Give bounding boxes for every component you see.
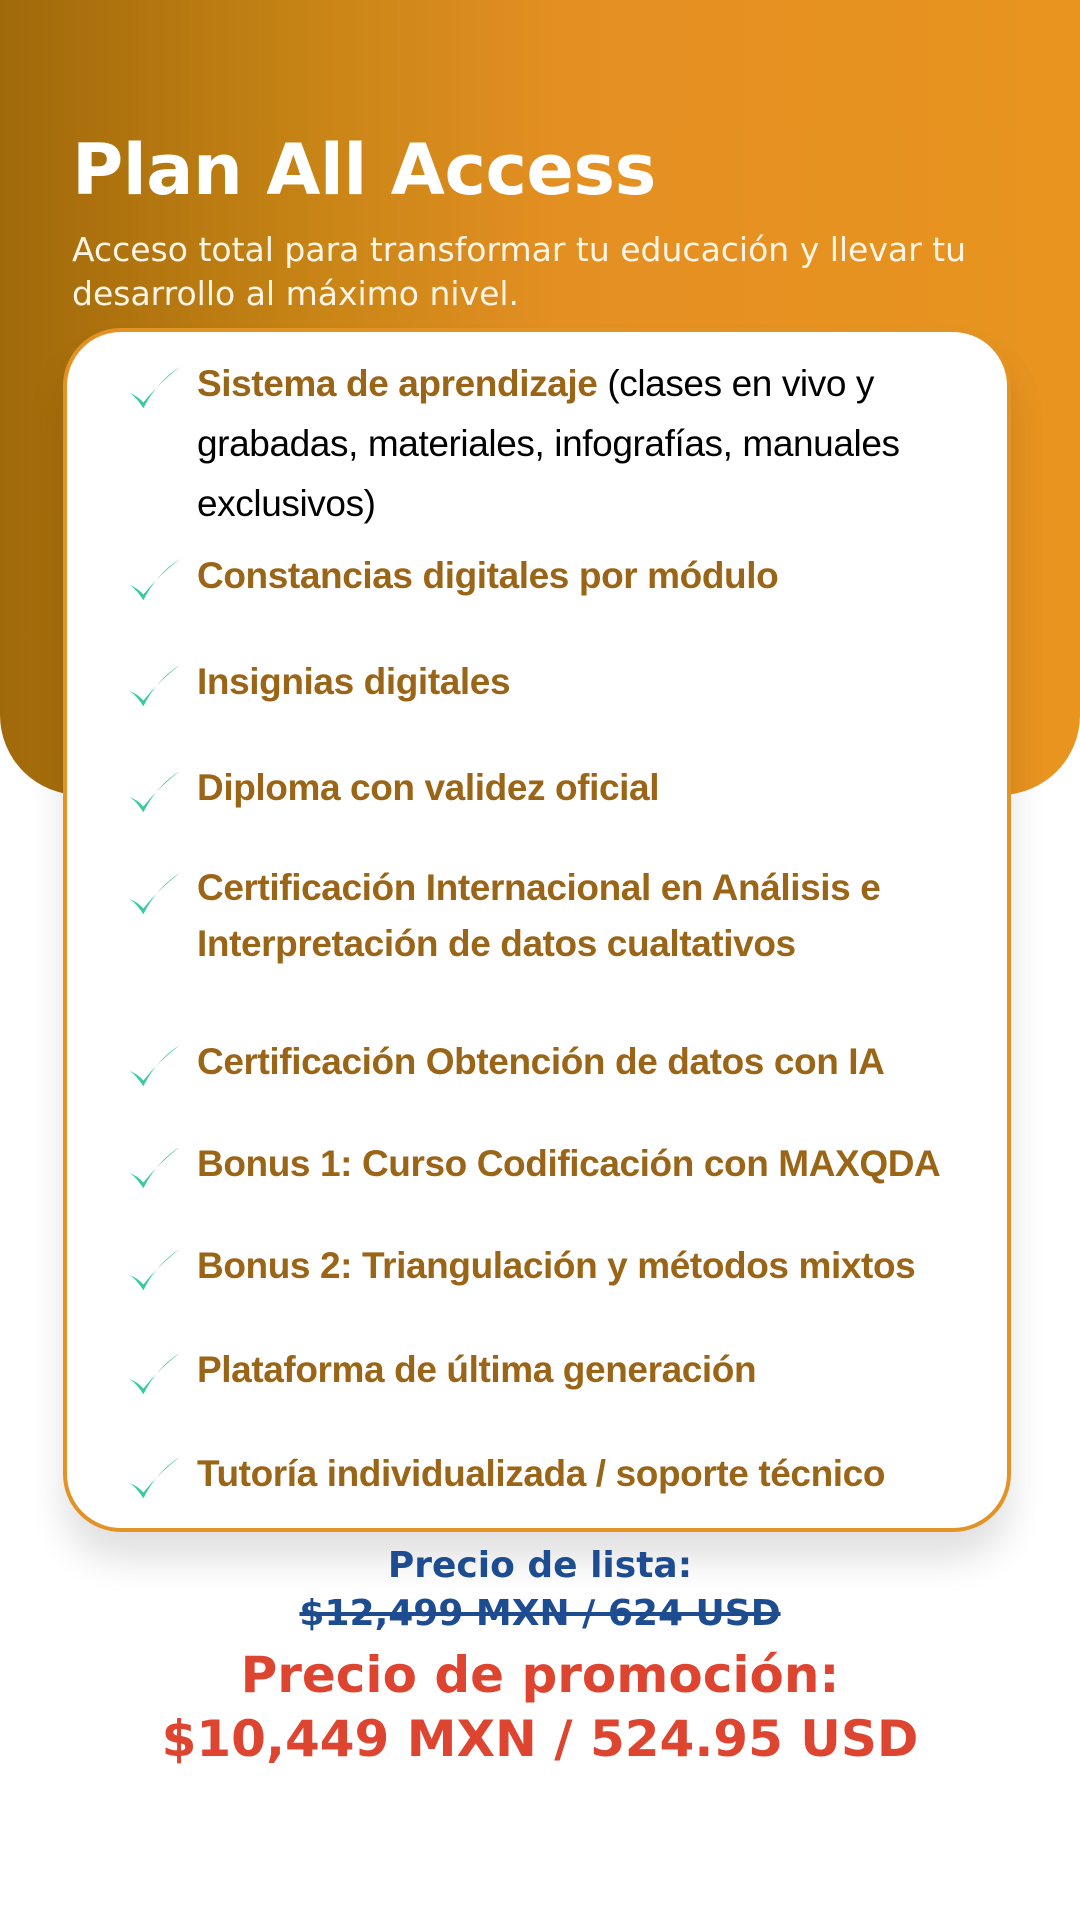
feature-text	[197, 1134, 1017, 1194]
list-price-label: Precio de lista:	[387, 1545, 693, 1586]
checkmark-icon	[124, 364, 182, 414]
feature-highlight: Constancias digitales por módulo	[197, 555, 779, 596]
checkmark-icon	[124, 1350, 182, 1400]
checkmark-icon	[124, 556, 182, 606]
checkmark-icon	[124, 1042, 182, 1092]
feature-detail: (clases en vivo y grabadas, materiales, infografías, manuales exclusivos)	[197, 363, 900, 524]
feature-item	[197, 354, 1017, 534]
features-card	[63, 328, 1011, 1532]
feature-item	[197, 860, 1017, 972]
feature-text	[197, 652, 1017, 712]
checkmark-icon	[124, 1144, 182, 1194]
feature-highlight: Bonus 1: Curso Codificación con MAXQDA	[197, 1143, 941, 1184]
feature-highlight: Sistema de aprendizaje	[197, 363, 598, 404]
feature-text	[197, 546, 1017, 606]
feature-highlight: Insignias digitales	[197, 661, 511, 702]
feature-highlight: Diploma con validez oficial	[197, 767, 660, 808]
promo-price-value: $10,449 MXN / 524.95 USD	[161, 1710, 919, 1768]
checkmark-icon	[124, 662, 182, 712]
feature-item	[197, 1340, 1017, 1400]
feature-text	[197, 1340, 1017, 1400]
feature-highlight: Certificación Internacional en Análisis e Interpretación de datos cualtativos	[197, 867, 881, 964]
feature-highlight: Plataforma de última generación	[197, 1349, 757, 1390]
feature-item	[197, 1236, 1017, 1296]
checkmark-icon	[124, 1454, 182, 1504]
checkmark-icon	[124, 1246, 182, 1296]
feature-text	[197, 1444, 1017, 1504]
feature-item	[197, 652, 1017, 712]
feature-item	[197, 758, 1017, 818]
feature-text	[197, 1032, 1017, 1092]
plan-subtitle: Acceso total para transformar tu educación y llevar tu desarrollo al máximo nivel.	[72, 230, 967, 313]
feature-text	[197, 354, 1017, 534]
feature-highlight: Certificación Obtención de datos con IA	[197, 1041, 885, 1082]
checkmark-icon	[124, 768, 182, 818]
promo-price-label: Precio de promoción:	[240, 1646, 840, 1704]
feature-item	[197, 1134, 1017, 1194]
feature-item	[197, 1032, 1017, 1092]
feature-item	[197, 546, 1017, 606]
list-price-value: $12,499 MXN / 624 USD	[299, 1593, 781, 1634]
feature-highlight: Bonus 2: Triangulación y métodos mixtos	[197, 1245, 916, 1286]
plan-title: Plan All Access	[72, 129, 656, 211]
feature-text	[197, 860, 897, 972]
feature-text	[197, 1236, 1017, 1296]
checkmark-icon	[124, 870, 182, 920]
feature-text	[197, 758, 1017, 818]
feature-item	[197, 1444, 1017, 1504]
feature-highlight: Tutoría individualizada / soporte técnico	[197, 1453, 886, 1494]
